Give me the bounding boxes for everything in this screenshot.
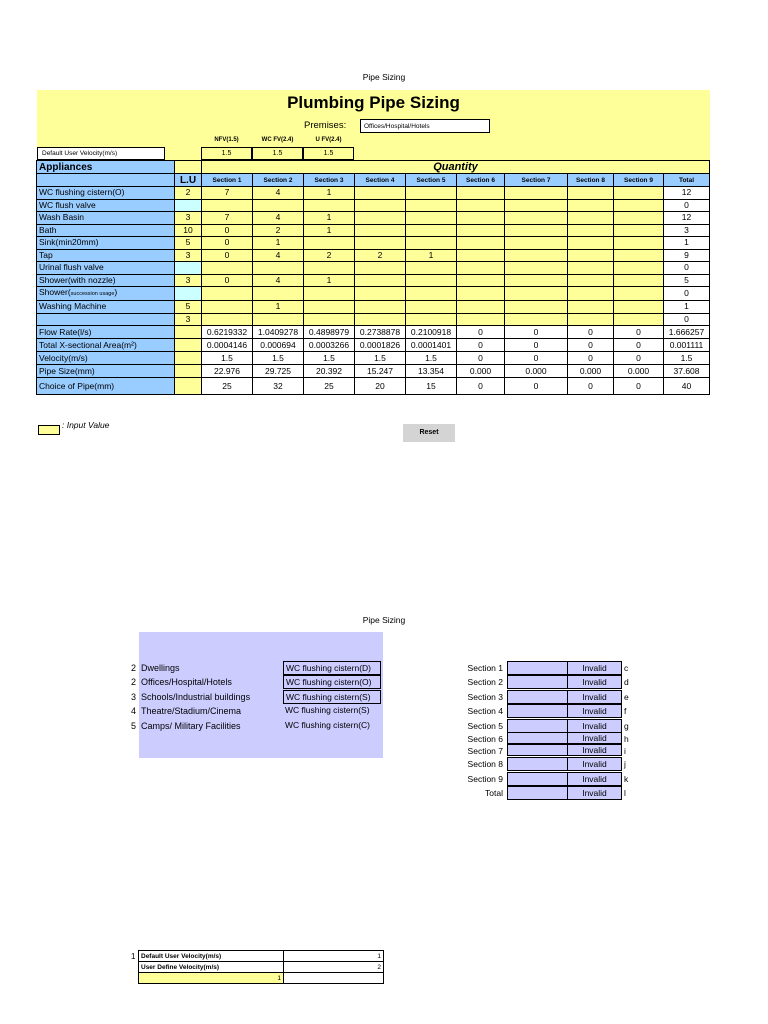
velocity-value: 1.5: [304, 352, 355, 365]
wc-type-cell: WC flushing cistern(D): [283, 661, 381, 675]
quantity-input[interactable]: [202, 313, 253, 326]
flow-rate-lu-blank: [175, 326, 202, 339]
cross-section-area-value: 0.000694: [253, 339, 304, 352]
quantity-input[interactable]: [614, 249, 664, 262]
appliance-name: Sink(min20mm): [37, 237, 175, 250]
section-status-letter: l: [624, 788, 626, 798]
cross-section-area-value: 0: [614, 339, 664, 352]
quantity-total: 1: [664, 237, 710, 250]
quantity-input[interactable]: [457, 313, 505, 326]
total-header: Total: [664, 174, 710, 187]
section-header-9: Section 9: [614, 174, 664, 187]
velocity-value: 0: [457, 352, 505, 365]
section-status-letter: i: [624, 746, 626, 756]
appliance-name: Bath: [37, 224, 175, 237]
default-velocity-label: Default User Velocity(m/s): [37, 147, 165, 160]
appliance-name: Tap: [37, 249, 175, 262]
quantity-total: 9: [664, 249, 710, 262]
quantity-input[interactable]: [304, 237, 355, 250]
quantity-header: Quantity: [202, 161, 710, 174]
premises-option-number: 3: [130, 692, 136, 702]
section-status-value: Invalid: [567, 772, 622, 786]
flow-rate-value: 1.666257: [664, 326, 710, 339]
lu-header-spacer: [175, 161, 202, 174]
quantity-input[interactable]: [304, 301, 355, 314]
section-status-label: Section 1: [467, 663, 503, 673]
quantity-input[interactable]: [614, 287, 664, 301]
quantity-input[interactable]: [406, 199, 457, 212]
premises-select[interactable]: Offices/Hospital/Hotels: [360, 119, 490, 133]
section-status-letter: g: [624, 721, 629, 731]
section-header-4: Section 4: [355, 174, 406, 187]
velocity-choice-input[interactable]: 1: [139, 973, 284, 984]
section-status-value: Invalid: [567, 675, 622, 689]
velocity-value: 0: [505, 352, 568, 365]
section-status-value: Invalid: [567, 690, 622, 704]
velocity-default-value: 1: [284, 951, 384, 962]
quantity-input[interactable]: 0: [202, 224, 253, 237]
quantity-input[interactable]: [568, 187, 614, 200]
appliance-name: Urinal flush valve: [37, 262, 175, 275]
premises-option-name[interactable]: Offices/Hospital/Hotels: [141, 677, 232, 687]
quantity-input[interactable]: [304, 287, 355, 301]
section-status-value: Invalid: [567, 719, 622, 733]
choice-of-pipe-lu-blank: [175, 378, 202, 395]
quantity-total: 12: [664, 212, 710, 225]
quantity-input[interactable]: [457, 199, 505, 212]
quantity-input[interactable]: [457, 187, 505, 200]
quantity-input[interactable]: 1: [304, 224, 355, 237]
premises-option-number: 2: [130, 663, 136, 673]
quantity-input[interactable]: [614, 212, 664, 225]
quantity-input[interactable]: [406, 274, 457, 287]
quantity-input[interactable]: [202, 199, 253, 212]
pipe-size-value: 22.976: [202, 365, 253, 378]
quantity-input[interactable]: [406, 187, 457, 200]
quantity-input[interactable]: 2: [253, 224, 304, 237]
pipe-size-value: 20.392: [304, 365, 355, 378]
input-legend-text: : Input Value: [62, 420, 110, 430]
u-fv-label: U FV(2.4): [315, 137, 342, 143]
section-status-value: Invalid: [567, 744, 622, 756]
u-fv-input[interactable]: 1.5: [303, 147, 354, 160]
quantity-input[interactable]: [202, 287, 253, 301]
quantity-input[interactable]: [304, 313, 355, 326]
section-status-letter: h: [624, 734, 629, 744]
section-status-value: Invalid: [567, 732, 622, 744]
loading-unit-input[interactable]: 5: [175, 301, 202, 314]
velocity-value: 1.5: [253, 352, 304, 365]
quantity-total: 0: [664, 199, 710, 212]
section-status-label: Total: [485, 788, 503, 798]
cross-section-area-value: 0: [505, 339, 568, 352]
section-header-6: Section 6: [457, 174, 505, 187]
velocity-lu-blank: [175, 352, 202, 365]
quantity-input[interactable]: 1: [253, 237, 304, 250]
section-status-letter: c: [624, 663, 629, 673]
quantity-input[interactable]: [355, 212, 406, 225]
quantity-input[interactable]: 1: [304, 212, 355, 225]
section-status-blank: [507, 690, 576, 704]
flow-rate-value: 0.4898979: [304, 326, 355, 339]
wc-fv-label: WC FV(2.4): [261, 137, 294, 143]
velocity-default-label: Default User Velocity(m/s): [139, 951, 284, 962]
quantity-input[interactable]: [568, 212, 614, 225]
quantity-input[interactable]: [568, 301, 614, 314]
quantity-input[interactable]: 2: [304, 249, 355, 262]
section-header-2: Section 2: [253, 174, 304, 187]
quantity-input[interactable]: [457, 274, 505, 287]
section-status-blank: [507, 719, 576, 733]
quantity-input[interactable]: [355, 262, 406, 275]
section-status-letter: e: [624, 692, 629, 702]
section-status-label: Section 6: [467, 734, 503, 744]
velocity-value: 1.5: [202, 352, 253, 365]
pipe-size-value: 37.608: [664, 365, 710, 378]
quantity-input[interactable]: 4: [253, 212, 304, 225]
cross-section-area-value: 0: [568, 339, 614, 352]
choice-of-pipe-value: 25: [202, 378, 253, 395]
quantity-input[interactable]: [614, 237, 664, 250]
cross-section-area-value: 0.0004146: [202, 339, 253, 352]
quantity-input[interactable]: 0: [202, 274, 253, 287]
quantity-input[interactable]: [505, 187, 568, 200]
loading-unit-input[interactable]: [175, 287, 202, 301]
choice-of-pipe-value: 40: [664, 378, 710, 395]
appliance-name-end: ): [114, 287, 118, 297]
section-status-letter: k: [624, 774, 629, 784]
input-legend-swatch: [38, 425, 60, 435]
premises-option-name[interactable]: Schools/Industrial buildings: [141, 692, 251, 702]
nfv-label: NFV(1.5): [214, 137, 239, 143]
quantity-input[interactable]: [355, 199, 406, 212]
appliance-name: Wash Basin: [37, 212, 175, 225]
flow-rate-label: Flow Rate(l/s): [37, 326, 175, 339]
section-header-8: Section 8: [568, 174, 614, 187]
section-header-3: Section 3: [304, 174, 355, 187]
quantity-input[interactable]: [304, 262, 355, 275]
quantity-input[interactable]: 4: [253, 274, 304, 287]
section-header-7: Section 7: [505, 174, 568, 187]
appliance-name: Shower(with nozzle): [37, 274, 175, 287]
section-status-letter: j: [624, 759, 626, 769]
appliance-name-note: succession usage: [70, 291, 115, 297]
quantity-input[interactable]: 1: [406, 249, 457, 262]
quantity-input[interactable]: [568, 262, 614, 275]
premises-option-number: 4: [130, 706, 136, 716]
premises-option-name[interactable]: Theatre/Stadium/Cinema: [141, 706, 242, 716]
quantity-input[interactable]: [406, 237, 457, 250]
quantity-total: 3: [664, 224, 710, 237]
quantity-input[interactable]: [457, 212, 505, 225]
section-status-label: Section 9: [467, 774, 503, 784]
cross-section-area-value: 0: [457, 339, 505, 352]
choice-of-pipe-value: 20: [355, 378, 406, 395]
section-status-value: Invalid: [567, 786, 622, 800]
flow-rate-value: 0.6219332: [202, 326, 253, 339]
pipe-size-value: 0.000: [614, 365, 664, 378]
loading-unit-input[interactable]: 3: [175, 249, 202, 262]
cross-section-area-value: 0.0001826: [355, 339, 406, 352]
quantity-input[interactable]: 4: [253, 249, 304, 262]
quantity-input[interactable]: 1: [253, 301, 304, 314]
pipe-sizing-table: [36, 160, 710, 395]
appliances-header-blank: [37, 174, 175, 187]
quantity-input[interactable]: [457, 287, 505, 301]
quantity-input[interactable]: [355, 287, 406, 301]
lu-header: L.U: [175, 174, 202, 187]
loading-unit-input[interactable]: 5: [175, 237, 202, 250]
premises-option-number: 2: [130, 677, 136, 687]
quantity-input[interactable]: [568, 287, 614, 301]
wc-type-cell: WC flushing cistern(S): [285, 705, 370, 715]
section-status-blank: [507, 772, 576, 786]
section-status-value: Invalid: [567, 757, 622, 771]
quantity-input[interactable]: [568, 313, 614, 326]
section-status-label: Section 8: [467, 759, 503, 769]
cross-section-area-value: 0.0001401: [406, 339, 457, 352]
quantity-input[interactable]: 0: [202, 237, 253, 250]
velocity-user-value: 2: [284, 962, 384, 973]
quantity-input[interactable]: [568, 274, 614, 287]
loading-unit-input[interactable]: 2: [175, 187, 202, 200]
section-status-value: Invalid: [567, 704, 622, 718]
nfv-input[interactable]: 1.5: [201, 147, 252, 160]
velocity-label: Velocity(m/s): [37, 352, 175, 365]
loading-unit-input[interactable]: [175, 199, 202, 212]
quantity-input[interactable]: 2: [355, 249, 406, 262]
quantity-total: 0: [664, 262, 710, 275]
quantity-input[interactable]: [614, 274, 664, 287]
flow-rate-value: 0.2100918: [406, 326, 457, 339]
loading-unit-input[interactable]: 3: [175, 212, 202, 225]
velocity-table: [138, 950, 384, 984]
quantity-input[interactable]: [505, 199, 568, 212]
quantity-input[interactable]: [253, 199, 304, 212]
quantity-input[interactable]: [568, 224, 614, 237]
choice-of-pipe-value: 0: [614, 378, 664, 395]
quantity-total: 12: [664, 187, 710, 200]
quantity-input[interactable]: [355, 187, 406, 200]
velocity-empty-cell: [284, 973, 384, 984]
quantity-total: 5: [664, 274, 710, 287]
choice-of-pipe-value: 15: [406, 378, 457, 395]
section-status-blank: [507, 732, 576, 744]
quantity-input[interactable]: [457, 249, 505, 262]
quantity-input[interactable]: [355, 237, 406, 250]
quantity-total: 0: [664, 313, 710, 326]
quantity-input[interactable]: [614, 224, 664, 237]
quantity-input[interactable]: [505, 237, 568, 250]
quantity-input[interactable]: [304, 199, 355, 212]
quantity-input[interactable]: [253, 287, 304, 301]
section-status-blank: [507, 704, 576, 718]
appliance-name: [37, 313, 175, 326]
quantity-input[interactable]: 1: [304, 274, 355, 287]
quantity-input[interactable]: [568, 249, 614, 262]
flow-rate-value: 0: [614, 326, 664, 339]
section-header-5: Section 5: [406, 174, 457, 187]
loading-unit-input[interactable]: [175, 262, 202, 275]
quantity-input[interactable]: 0: [202, 249, 253, 262]
cross-section-area-value: 0.0003266: [304, 339, 355, 352]
quantity-input[interactable]: [355, 313, 406, 326]
pipe-size-label: Pipe Size(mm): [37, 365, 175, 378]
pipe-size-value: 0.000: [457, 365, 505, 378]
loading-unit-input[interactable]: 3: [175, 274, 202, 287]
quantity-input[interactable]: [614, 313, 664, 326]
quantity-input[interactable]: [457, 224, 505, 237]
premises-option-number: 5: [130, 721, 136, 731]
velocity-value: 1.5: [355, 352, 406, 365]
quantity-input[interactable]: [355, 224, 406, 237]
quantity-input[interactable]: 7: [202, 187, 253, 200]
quantity-input[interactable]: [253, 313, 304, 326]
wc-type-cell: WC flushing cistern(C): [285, 720, 371, 730]
pipe-size-value: 29.725: [253, 365, 304, 378]
section-status-label: Section 4: [467, 706, 503, 716]
section-status-label: Section 7: [467, 746, 503, 756]
lookup-title: Pipe Sizing: [362, 615, 406, 625]
quantity-input[interactable]: [406, 287, 457, 301]
quantity-input[interactable]: [406, 301, 457, 314]
quantity-input[interactable]: [505, 262, 568, 275]
premises-label: Premises:: [304, 120, 347, 131]
flow-rate-value: 0: [568, 326, 614, 339]
appliance-name: WC flush valve: [37, 199, 175, 212]
choice-of-pipe-value: 0: [457, 378, 505, 395]
wc-fv-input[interactable]: 1.5: [252, 147, 303, 160]
quantity-input[interactable]: [406, 313, 457, 326]
appliance-name: WC flushing cistern(O): [37, 187, 175, 200]
premises-option-name[interactable]: Dwellings: [141, 663, 180, 673]
quantity-input[interactable]: 1: [304, 187, 355, 200]
quantity-input[interactable]: [457, 301, 505, 314]
section-status-label: Section 3: [467, 692, 503, 702]
quantity-input[interactable]: 7: [202, 212, 253, 225]
velocity-user-label: User Define Velocity(m/s): [139, 962, 284, 973]
quantity-input[interactable]: [614, 262, 664, 275]
section-status-letter: f: [624, 706, 627, 716]
quantity-input[interactable]: [253, 262, 304, 275]
quantity-input[interactable]: [202, 301, 253, 314]
quantity-total: 0: [664, 287, 710, 301]
velocity-value: 0: [568, 352, 614, 365]
loading-unit-input[interactable]: 3: [175, 313, 202, 326]
premises-option-name[interactable]: Camps/ Military Facilities: [141, 721, 241, 731]
quantity-input[interactable]: [457, 237, 505, 250]
section-status-letter: d: [624, 677, 629, 687]
appliance-name: Washing Machine: [37, 301, 175, 314]
wc-type-cell: WC flushing cistern(S): [283, 690, 381, 704]
velocity-value: 0: [614, 352, 664, 365]
choice-of-pipe-label: Choice of Pipe(mm): [37, 378, 175, 395]
appliance-name-main: Shower(: [39, 287, 71, 297]
main-title: Plumbing Pipe Sizing: [287, 93, 460, 112]
quantity-input[interactable]: [457, 262, 505, 275]
quantity-input[interactable]: [505, 274, 568, 287]
loading-unit-input[interactable]: 10: [175, 224, 202, 237]
quantity-input[interactable]: [355, 274, 406, 287]
velocity-row-number: 1: [131, 952, 136, 961]
section-status-blank: [507, 661, 576, 675]
pipe-size-lu-blank: [175, 365, 202, 378]
quantity-input[interactable]: [568, 237, 614, 250]
choice-of-pipe-value: 0: [568, 378, 614, 395]
reset-button[interactable]: Reset: [403, 424, 455, 442]
velocity-value: 1.5: [406, 352, 457, 365]
quantity-input[interactable]: [505, 224, 568, 237]
section-status-value: Invalid: [567, 661, 622, 675]
pipe-size-value: 0.000: [568, 365, 614, 378]
quantity-input[interactable]: [505, 249, 568, 262]
pipe-size-value: 0.000: [505, 365, 568, 378]
flow-rate-value: 0.2738878: [355, 326, 406, 339]
quantity-input[interactable]: [505, 313, 568, 326]
flow-rate-value: 0: [505, 326, 568, 339]
choice-of-pipe-value: 32: [253, 378, 304, 395]
section-status-label: Section 2: [467, 677, 503, 687]
quantity-input[interactable]: [505, 287, 568, 301]
wc-type-cell: WC flushing cistern(O): [283, 675, 381, 689]
flow-rate-value: 1.0409278: [253, 326, 304, 339]
quantity-input[interactable]: [614, 187, 664, 200]
section-status-blank: [507, 786, 576, 800]
quantity-input[interactable]: [614, 199, 664, 212]
cross-section-area-label: Total X-sectional Area(m²): [37, 339, 175, 352]
section-header-1: Section 1: [202, 174, 253, 187]
page-title: Pipe Sizing: [362, 72, 406, 82]
section-status-blank: [507, 675, 576, 689]
velocity-value: 1.5: [664, 352, 710, 365]
cross-section-area-lu-blank: [175, 339, 202, 352]
cross-section-area-value: 0.001111: [664, 339, 710, 352]
appliance-name: [37, 287, 175, 301]
quantity-input[interactable]: [406, 212, 457, 225]
quantity-input[interactable]: [614, 301, 664, 314]
quantity-input[interactable]: [568, 199, 614, 212]
quantity-input[interactable]: [505, 212, 568, 225]
pipe-size-value: 15.247: [355, 365, 406, 378]
quantity-input[interactable]: [355, 301, 406, 314]
choice-of-pipe-value: 25: [304, 378, 355, 395]
quantity-input[interactable]: [505, 301, 568, 314]
quantity-input[interactable]: 4: [253, 187, 304, 200]
section-status-blank: [507, 744, 576, 756]
flow-rate-value: 0: [457, 326, 505, 339]
quantity-total: 1: [664, 301, 710, 314]
quantity-input[interactable]: [406, 262, 457, 275]
section-status-blank: [507, 757, 576, 771]
choice-of-pipe-value: 0: [505, 378, 568, 395]
section-status-label: Section 5: [467, 721, 503, 731]
appliances-header: Appliances: [37, 161, 175, 174]
quantity-input[interactable]: [202, 262, 253, 275]
quantity-input[interactable]: [406, 224, 457, 237]
pipe-size-value: 13.354: [406, 365, 457, 378]
